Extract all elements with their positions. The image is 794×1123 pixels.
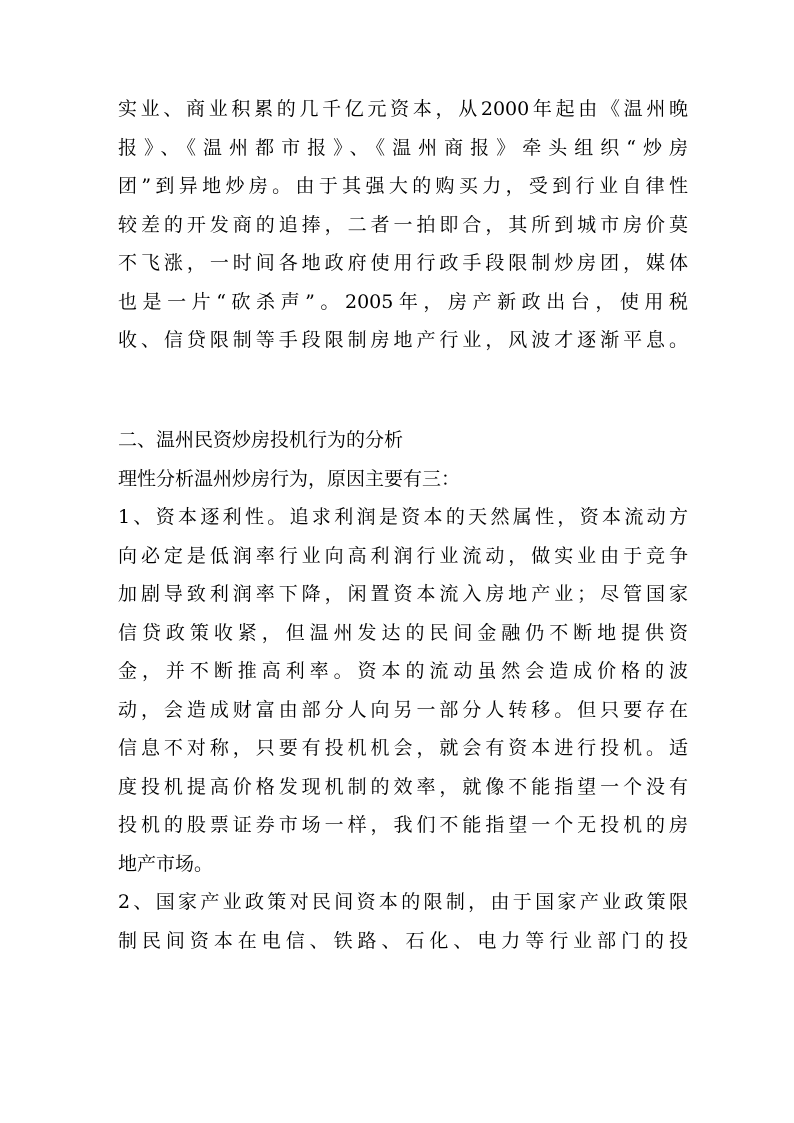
text-line: 向必定是低润率行业向高利润行业流动，做实业由于竞争 xyxy=(118,544,688,567)
text-line: 金，并不断推高利率。资本的流动虽然会造成价格的波 xyxy=(118,660,688,682)
text-line: 加剧导致利润率下降，闲置资本流入房地产业；尽管国家 xyxy=(118,583,688,605)
text-line: 团”到异地炒房。由于其强大的购买力，受到行业自律性 xyxy=(118,175,688,197)
text-line: 制民间资本在电信、铁路、石化、电力等行业部门的投 xyxy=(118,929,688,952)
text-line: 较差的开发商的追捧，二者一拍即合，其所到城市房价莫 xyxy=(118,213,688,236)
text-line: 动，会造成财富由部分人向另一部分人转移。但只要存在 xyxy=(118,698,688,721)
text-line: 度投机提高价格发现机制的效率，就像不能指望一个没有 xyxy=(118,775,688,798)
text-line: 收、信贷限制等手段限制房地产行业，风波才逐渐平息。 xyxy=(118,329,688,351)
text-line: 地产市场。 xyxy=(118,852,214,875)
text-line: 1、资本逐利性。追求利润是资本的天然属性，资本流动方 xyxy=(118,506,688,528)
section-analysis xyxy=(118,421,688,960)
section-heading: 二、温州民资炒房投机行为的分析 xyxy=(118,429,404,451)
text-line: 不飞涨，一时间各地政府使用行政手段限制炒房团，媒体 xyxy=(118,252,688,274)
text-line: 报》、《温州都市报》、《温州商报》牵头组织“炒房 xyxy=(118,136,688,159)
text-line: 信贷政策收紧，但温州发达的民间金融仍不断地提供资 xyxy=(118,621,688,644)
text-line: 信息不对称，只要有投机机会，就会有资本进行投机。适 xyxy=(118,737,688,759)
text-line: 投机的股票证券市场一样，我们不能指望一个无投机的房 xyxy=(118,814,688,836)
text-line: 实业、商业积累的几千亿元资本，从2000年起由《温州晚 xyxy=(118,98,688,120)
text-line: 也是一片“砍杀声”。2005年，房产新政出台，使用税 xyxy=(118,290,688,313)
text-line: 2、国家产业政策对民间资本的限制，由于国家产业政策限 xyxy=(118,891,688,913)
intro-line: 理性分析温州炒房行为，原因主要有三： xyxy=(118,467,461,490)
paragraph-capital-history xyxy=(118,90,688,360)
